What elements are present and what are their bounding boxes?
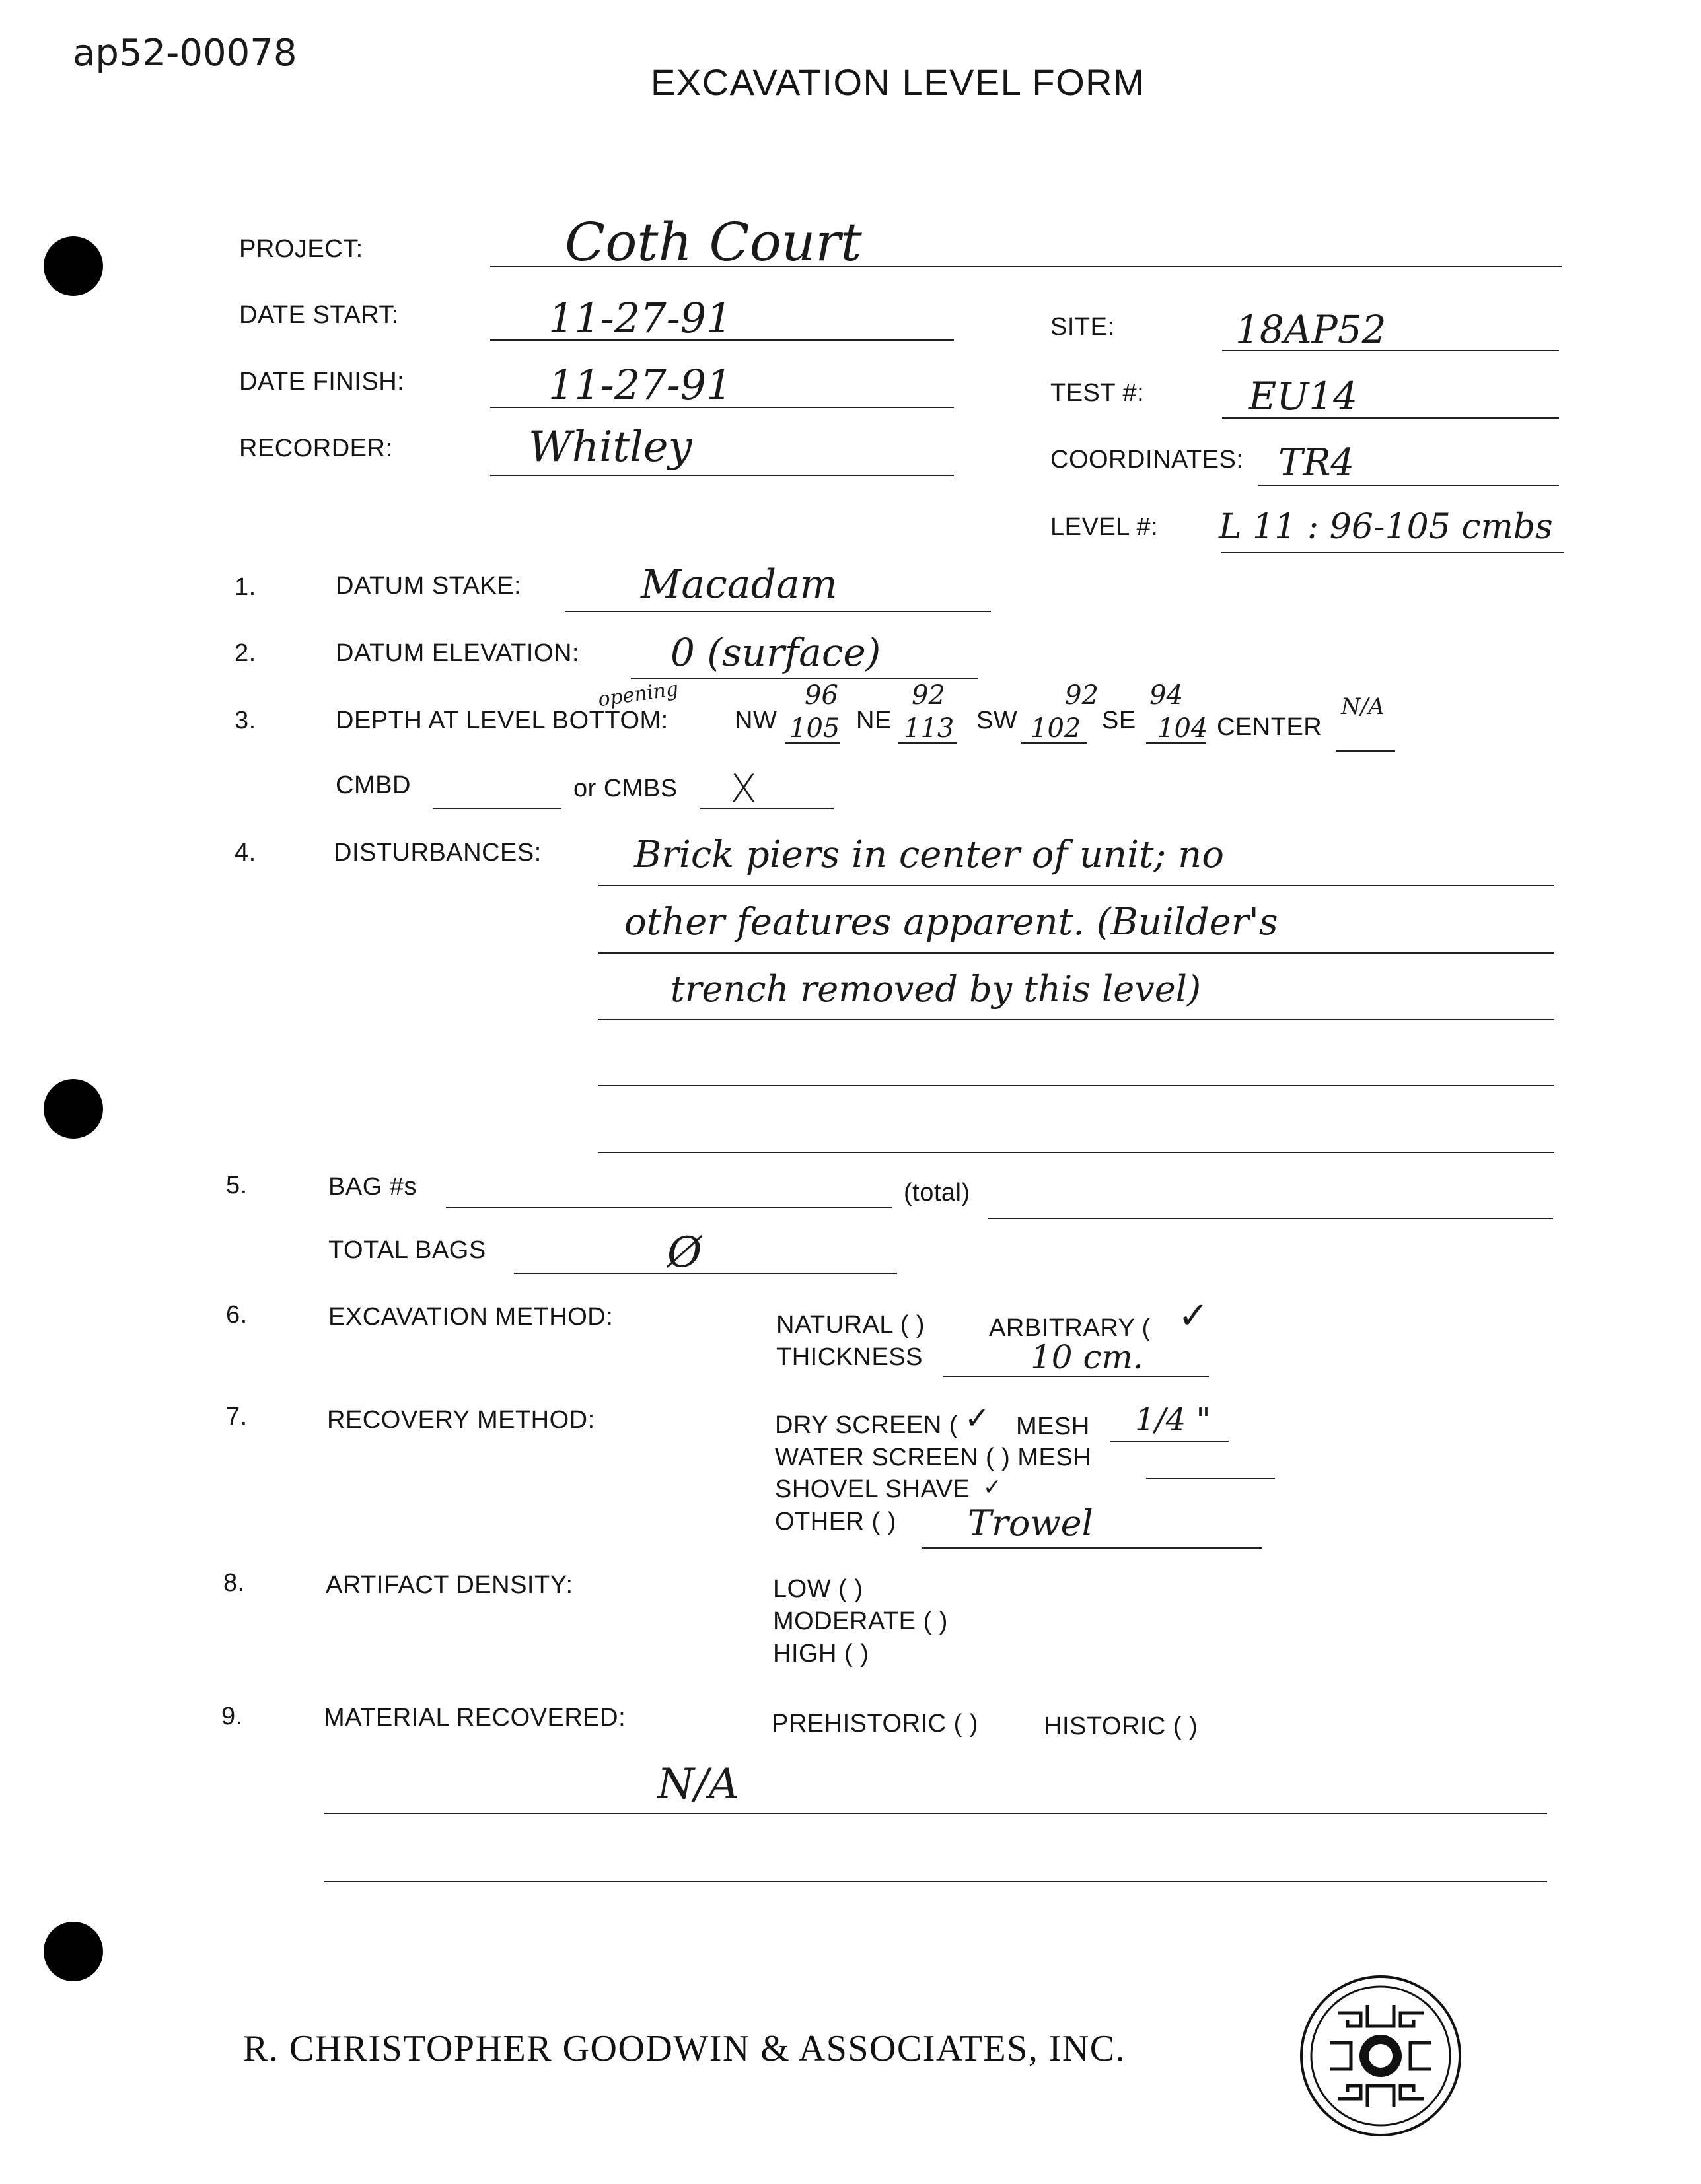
cmbd-line [433, 808, 561, 809]
total-bags-value: Ø [667, 1228, 702, 1277]
dry-screen-checkmark: ✓ [964, 1400, 990, 1436]
item-number-8: 8. [223, 1569, 245, 1597]
punch-hole [44, 236, 103, 296]
nw-line [785, 742, 840, 744]
cmbd-label: CMBD [336, 771, 411, 799]
other-line [922, 1547, 1262, 1549]
center-label: CENTER [1217, 713, 1322, 741]
other-value: Trowel [968, 1502, 1093, 1544]
natural-option: NATURAL ( ) [776, 1311, 925, 1339]
sw-label: SW [976, 707, 1018, 734]
disturbances-line-5 [598, 1152, 1554, 1153]
date-finish-label: DATE FINISH: [239, 368, 405, 396]
datum-stake-line [565, 611, 991, 612]
coordinates-value: TR4 [1278, 441, 1355, 484]
level-line [1221, 552, 1564, 553]
mesh-label: MESH [1016, 1413, 1090, 1440]
disturbances-text-1: Brick piers in center of unit; no [634, 833, 1224, 876]
historic-option: HISTORIC ( ) [1044, 1712, 1198, 1740]
mesh-line [1110, 1441, 1229, 1442]
depth-label: DEPTH AT LEVEL BOTTOM: [336, 707, 669, 734]
company-name: R. CHRISTOPHER GOODWIN & ASSOCIATES, INC. [243, 2028, 1126, 2069]
datum-elevation-line [631, 678, 978, 679]
water-screen-option: WATER SCREEN ( ) MESH [775, 1444, 1092, 1471]
dry-screen-option: DRY SCREEN ( [775, 1411, 958, 1439]
datum-elevation-label: DATUM ELEVATION: [336, 639, 580, 667]
recorder-label: RECORDER: [239, 435, 393, 462]
bag-label: BAG #s [328, 1173, 417, 1201]
artifact-density-label: ARTIFACT DENSITY: [326, 1571, 573, 1599]
punch-hole [44, 1922, 103, 1981]
sw-top-value: 92 [1065, 680, 1099, 711]
se-label: SE [1102, 707, 1136, 734]
item-number-1: 1. [235, 573, 256, 601]
disturbances-line-3 [598, 1019, 1554, 1020]
cmbs-line [700, 808, 834, 809]
prehistoric-option: PREHISTORIC ( ) [772, 1710, 978, 1738]
arbitrary-option: ARBITRARY ( [989, 1314, 1151, 1342]
level-value: L 11 : 96-105 cmbs [1219, 507, 1553, 547]
date-finish-value: 11-27-91 [548, 361, 733, 409]
coordinates-line [1258, 485, 1559, 486]
ne-label: NE [856, 707, 892, 734]
high-option: HIGH ( ) [773, 1640, 869, 1668]
ne-line [898, 742, 957, 744]
item-number-9: 9. [221, 1703, 243, 1730]
disturbances-text-2: other features apparent. (Builder's [624, 901, 1278, 944]
center-line [1336, 750, 1395, 752]
project-label: PROJECT: [239, 235, 363, 263]
bag-line [446, 1207, 892, 1208]
low-option: LOW ( ) [773, 1575, 863, 1603]
item-number-2: 2. [235, 639, 256, 667]
material-value: N/A [657, 1760, 739, 1809]
company-logo-icon [1298, 1973, 1463, 2138]
item-number-3: 3. [235, 707, 256, 734]
material-line-2 [324, 1881, 1547, 1882]
disturbances-line-2 [598, 952, 1554, 954]
site-value: 18AP52 [1235, 307, 1387, 352]
ne-bottom-value: 113 [904, 713, 955, 744]
se-line [1146, 742, 1206, 744]
moderate-option: MODERATE ( ) [773, 1607, 948, 1635]
mesh-value: 1/4 " [1135, 1401, 1211, 1438]
recovery-method-label: RECOVERY METHOD: [327, 1406, 595, 1434]
sw-bottom-value: 102 [1031, 713, 1081, 744]
material-recovered-label: MATERIAL RECOVERED: [324, 1704, 626, 1732]
form-title: EXCAVATION LEVEL FORM [651, 61, 1145, 103]
datum-stake-value: Macadam [641, 561, 838, 608]
shovel-shave-checkmark: ✓ [983, 1474, 1002, 1500]
disturbances-line-1 [598, 885, 1554, 886]
total-bags-line [514, 1273, 897, 1274]
disturbances-line-4 [598, 1085, 1554, 1086]
item-number-4: 4. [235, 839, 256, 866]
item-number-5: 5. [226, 1172, 248, 1199]
material-line-1 [324, 1813, 1547, 1814]
recorder-value: Whitley [528, 423, 692, 472]
nw-bottom-value: 105 [789, 713, 840, 744]
test-value: EU14 [1249, 374, 1358, 419]
total-paren-label: (total) [904, 1179, 970, 1207]
date-start-value: 11-27-91 [548, 294, 733, 342]
datum-elevation-value: 0 (surface) [670, 630, 881, 675]
test-label: TEST #: [1050, 379, 1145, 407]
coordinates-label: COORDINATES: [1050, 446, 1244, 474]
cmbs-mark: X [730, 766, 758, 812]
disturbances-label: DISTURBANCES: [334, 839, 542, 866]
se-bottom-value: 104 [1157, 713, 1208, 744]
recorder-line [490, 475, 954, 476]
punch-hole [44, 1079, 103, 1139]
nw-top-value: 96 [805, 680, 838, 711]
site-label: SITE: [1050, 313, 1115, 341]
excavation-method-label: EXCAVATION METHOD: [328, 1303, 614, 1331]
arbitrary-checkmark: ✓ [1178, 1294, 1209, 1337]
item-number-7: 7. [226, 1403, 248, 1430]
or-cmbs-label: or CMBS [573, 775, 678, 802]
date-start-label: DATE START: [239, 301, 399, 329]
thickness-value: 10 cm. [1031, 1338, 1143, 1376]
datum-stake-label: DATUM STAKE: [336, 572, 522, 600]
total-bags-label: TOTAL BAGS [328, 1236, 486, 1264]
item-number-6: 6. [226, 1301, 248, 1329]
ne-top-value: 92 [912, 680, 945, 711]
project-value: Coth Court [565, 211, 862, 273]
nw-label: NW [735, 707, 778, 734]
sw-line [1021, 742, 1087, 744]
document-id: ap52-00078 [73, 32, 297, 75]
disturbances-text-3: trench removed by this level) [670, 968, 1202, 1010]
shovel-shave-option: SHOVEL SHAVE [775, 1475, 970, 1503]
total-line [988, 1218, 1553, 1219]
level-label: LEVEL #: [1050, 513, 1159, 541]
other-option: OTHER ( ) [775, 1508, 896, 1535]
water-screen-mesh-line [1146, 1478, 1275, 1479]
opening-note: opening [597, 677, 680, 712]
thickness-label: THICKNESS [776, 1343, 923, 1371]
center-value: N/A [1341, 693, 1385, 720]
se-top-value: 94 [1149, 680, 1183, 711]
